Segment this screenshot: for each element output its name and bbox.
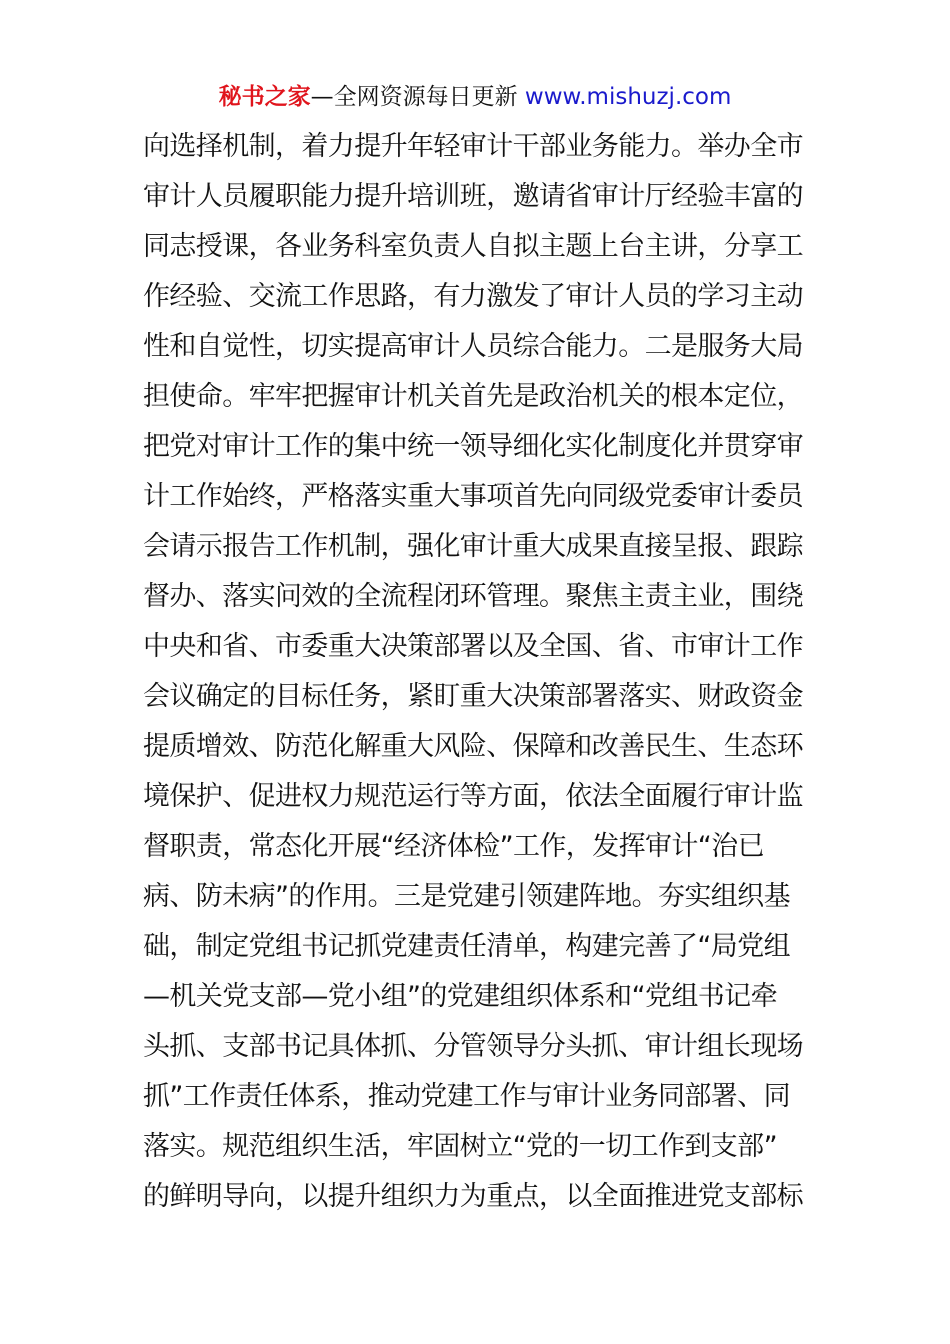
text-line: 础，制定党组书记抓党建责任清单，构建完善了“局党组 (143, 931, 790, 962)
text-line: —机关党支部—党小组”的党建组织体系和“党组书记牵 (143, 981, 777, 1012)
header-tagline: —全网资源每日更新 (310, 84, 518, 110)
text-line: 作经验、交流工作思路，有力激发了审计人员的学习主动 (143, 281, 803, 312)
text-line: 督职责，常态化开展“经济体检”工作，发挥审计“治已 (143, 831, 764, 862)
text-line: 抓”工作责任体系，推动党建工作与审计业务同部署、同 (143, 1081, 790, 1112)
text-line: 会议确定的目标任务，紧盯重大决策部署落实、财政资金 (143, 681, 803, 712)
article-body (143, 122, 813, 1222)
text-line: 计工作始终，严格落实重大事项首先向同级党委审计委员 (143, 481, 803, 512)
site-url-link[interactable]: www.mishuzj.com (524, 84, 732, 110)
text-line: 向选择机制，着力提升年轻审计干部业务能力。举办全市 (143, 131, 803, 162)
text-line: 审计人员履职能力提升培训班，邀请省审计厅经验丰富的 (143, 181, 803, 212)
text-line: 同志授课，各业务科室负责人自拟主题上台主讲，分享工 (143, 231, 803, 262)
text-line: 提质增效、防范化解重大风险、保障和改善民生、生态环 (143, 731, 803, 762)
text-line: 落实。规范组织生活，牢固树立“党的一切工作到支部” (143, 1131, 777, 1162)
text-line: 境保护、促进权力规范运行等方面，依法全面履行审计监 (143, 781, 803, 812)
text-line: 病、防未病”的作用。三是党建引领建阵地。夯实组织基 (143, 881, 790, 912)
text-line: 的鲜明导向，以提升组织力为重点，以全面推进党支部标 (143, 1181, 803, 1212)
text-line: 会请示报告工作机制，强化审计重大成果直接呈报、跟踪 (143, 531, 803, 562)
text-line: 中央和省、市委重大决策部署以及全国、省、市审计工作 (143, 631, 803, 662)
text-line: 督办、落实问效的全流程闭环管理。聚焦主责主业，围绕 (143, 581, 803, 612)
page-header (0, 80, 950, 114)
brand-name: 秘书之家 (218, 84, 311, 110)
text-line: 担使命。牢牢把握审计机关首先是政治机关的根本定位， (143, 381, 803, 412)
text-line: 头抓、支部书记具体抓、分管领导分头抓、审计组长现场 (143, 1031, 803, 1062)
text-line: 性和自觉性，切实提高审计人员综合能力。二是服务大局 (143, 331, 803, 362)
text-line: 把党对审计工作的集中统一领导细化实化制度化并贯穿审 (143, 431, 803, 462)
